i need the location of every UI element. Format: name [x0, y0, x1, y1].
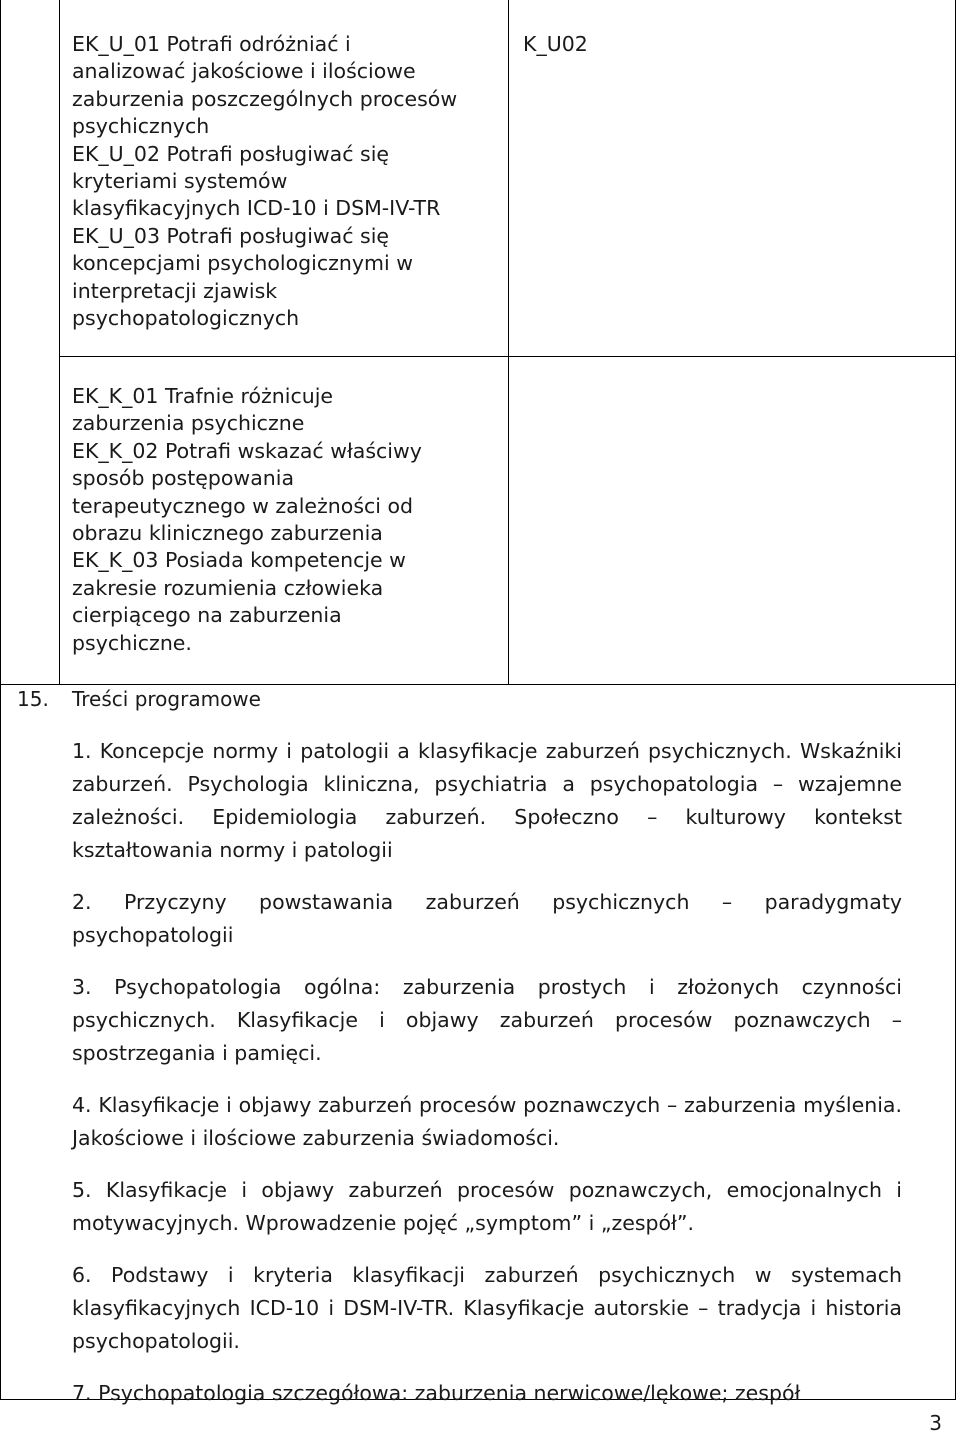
- table-bottom-border: [0, 684, 956, 685]
- learning-outcomes-skills: EK_U_01 Potrafi odróżniać i analizować jakościowe i ilościowe zaburzenia poszczególnych procesów psychicznych EK_U_02 Potrafi posługiwać się kryteriami systemów klasyfikacyjnych ICD-10 i DSM-IV-TR EK_U_03 Potrafi posługiwać się koncepcjami psychologicznymi w interpretacji zjawisk psychopatologicznych: [72, 32, 458, 331]
- program-item-4: 4. Klasyfikacje i objawy zaburzeń procesów poznawczych – zaburzenia myślenia. Jakościowe i ilościowe zaburzenia świadomości.: [72, 1093, 902, 1150]
- section-number: 15.: [17, 687, 49, 711]
- frame-left-border: [0, 0, 1, 1400]
- skills-reference-code: K_U02: [523, 32, 588, 56]
- program-item-1: 1. Koncepcje normy i patologii a klasyfikacje zaburzeń psychicznych. Wskaźniki zaburzeń. Psychologia kliniczna, psychiatria a psychopatologia – wzajemne zależności. Epidemiologia zaburzeń. Społeczno – kulturowy kontekst kształtowania normy i patologii: [72, 739, 902, 862]
- program-item-5: 5. Klasyfikacje i objawy zaburzeń procesów poznawczych, emocjonalnych i motywacyjnych. Wprowadzenie pojęć „symptom” i „zespół”.: [72, 1178, 902, 1235]
- program-item-6: 6. Podstawy i kryteria klasyfikacji zaburzeń psychicznych w systemach klasyfikacyjnych ICD-10 i DSM-IV-TR. Klasyfikacje autorskie – tradycja i historia psychopatologii.: [72, 1263, 902, 1353]
- program-item-7: 7. Psychopatologia szczegółowa: zaburzenia nerwicowe/lękowe; zespół: [72, 1381, 801, 1405]
- program-content-list: [72, 735, 902, 1429]
- table-inner-left-border: [59, 0, 60, 685]
- learning-outcomes-competences: EK_K_01 Trafnie różnicuje zaburzenia psychiczne EK_K_02 Potrafi wskazać właściwy sposób postępowania terapeutycznego w zależności od obrazu klinicznego zaburzenia EK_K_03 Posiada kompetencje w zakresie rozumienia człowieka cierpiącego na zaburzenia psychiczne.: [72, 384, 422, 655]
- program-item-3: 3. Psychopatologia ogólna: zaburzenia prostych i złożonych czynności psychicznych. Klasyfikacje i objawy zaburzeń procesów poznawczych – spostrzegania i pamięci.: [72, 975, 902, 1065]
- page-number: 3: [929, 1411, 942, 1435]
- program-item-2: 2. Przyczyny powstawania zaburzeń psychicznych – paradygmaty psychopatologii: [72, 890, 902, 947]
- frame-right-border: [955, 0, 956, 1400]
- table-row-divider: [59, 356, 956, 357]
- table-column-divider: [508, 0, 509, 685]
- section-title: Treści programowe: [72, 687, 261, 711]
